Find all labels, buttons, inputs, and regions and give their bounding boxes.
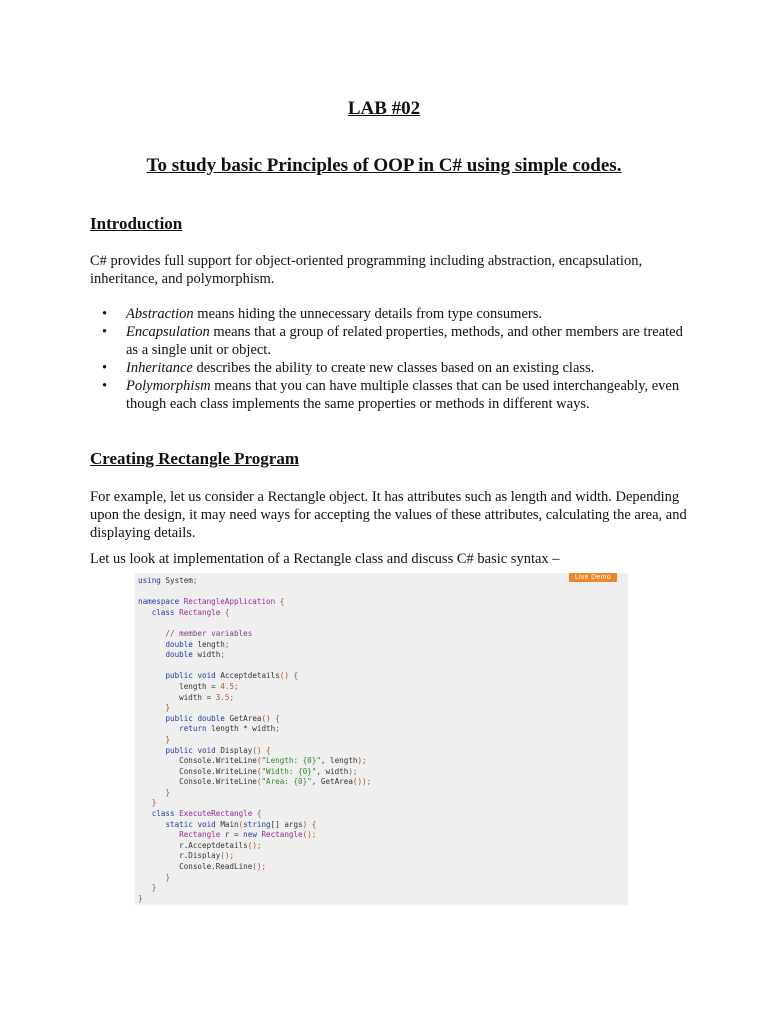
code-line: namespace RectangleApplication { — [138, 597, 285, 607]
term: Encapsulation — [126, 324, 210, 340]
bullet-icon: • — [102, 306, 108, 322]
bullet-icon: • — [102, 324, 108, 340]
code-line: Console.WriteLine("Width: {0}", width); — [138, 766, 358, 776]
code-line: class ExecuteRectangle { — [151, 809, 262, 819]
code-block — [138, 576, 371, 904]
rectangle-paragraph: For example, let us consider a Rectangle object. It has attributes such as length and width. Depending upon the design, it may need ways for accepting the values of these attributes, calculating the area, and displaying details. — [90, 489, 687, 541]
code-line: class Rectangle { — [151, 607, 230, 617]
definition: means that you can have multiple classes that can be used interchangeably, even though each class implements the same properties or methods in different ways. — [126, 378, 680, 412]
oop-principles-list — [90, 305, 690, 413]
bullet-icon: • — [102, 360, 108, 376]
code-line: return length * width; — [179, 724, 280, 734]
code-line: double length; — [165, 639, 230, 649]
list-item — [90, 359, 690, 377]
term: Abstraction — [126, 306, 194, 322]
code-line: static void Main(string[] args) { — [165, 819, 317, 829]
code-line: public void Display() { — [165, 745, 271, 755]
definition: means hiding the unnecessary details from type consumers. — [193, 306, 542, 322]
term: Inheritance — [126, 360, 193, 376]
syntax-intro-paragraph: Let us look at implementation of a Rectangle class and discuss C# basic syntax – — [90, 551, 560, 567]
definition: describes the ability to create new classes based on an existing class. — [192, 360, 595, 376]
code-line: } — [165, 872, 171, 882]
code-line: } — [165, 787, 171, 797]
code-line: } — [151, 883, 157, 893]
term: Polymorphism — [126, 378, 211, 394]
list-item — [90, 323, 690, 359]
document-title: To study basic Principles of OOP in C# using simple codes. — [146, 155, 622, 176]
code-line: width = 3.5; — [138, 692, 235, 702]
introduction-heading: Introduction — [90, 214, 183, 233]
code-line: using System; — [138, 576, 198, 585]
code-line: r.Acceptdetails(); — [138, 840, 262, 850]
code-snippet — [135, 573, 628, 905]
code-line: length = 4.5; — [138, 681, 239, 691]
code-line: Console.WriteLine("Area: {0}", GetArea()); — [138, 777, 372, 787]
lab-number-title: LAB #02 — [347, 98, 421, 119]
code-line: } — [151, 798, 157, 808]
code-line: } — [165, 703, 171, 713]
code-line: } — [138, 893, 143, 903]
code-line: } — [165, 734, 171, 744]
definition: means that a group of related properties, methods, and other members are treated as a single unit or object. — [126, 324, 683, 358]
live-demo-button[interactable]: Live Demo — [569, 573, 617, 582]
code-line: Console.WriteLine("Length: {0}", length); — [138, 756, 367, 766]
list-item — [90, 377, 690, 413]
rectangle-program-heading: Creating Rectangle Program — [90, 449, 299, 468]
introduction-paragraph: C# provides full support for object-oriented programming including abstraction, encapsulation, inheritance, and polymorphism. — [90, 253, 643, 287]
bullet-icon: • — [102, 378, 108, 394]
code-line: double width; — [165, 650, 225, 660]
code-line: // member variables — [138, 628, 253, 638]
code-line: Console.ReadLine(); — [138, 862, 267, 872]
list-item — [90, 305, 690, 323]
code-line: Rectangle r = new Rectangle(); — [179, 830, 317, 840]
code-line: public double GetArea() { — [165, 713, 280, 723]
code-line: r.Display(); — [138, 851, 235, 861]
code-line: public void Acceptdetails() { — [165, 671, 299, 681]
